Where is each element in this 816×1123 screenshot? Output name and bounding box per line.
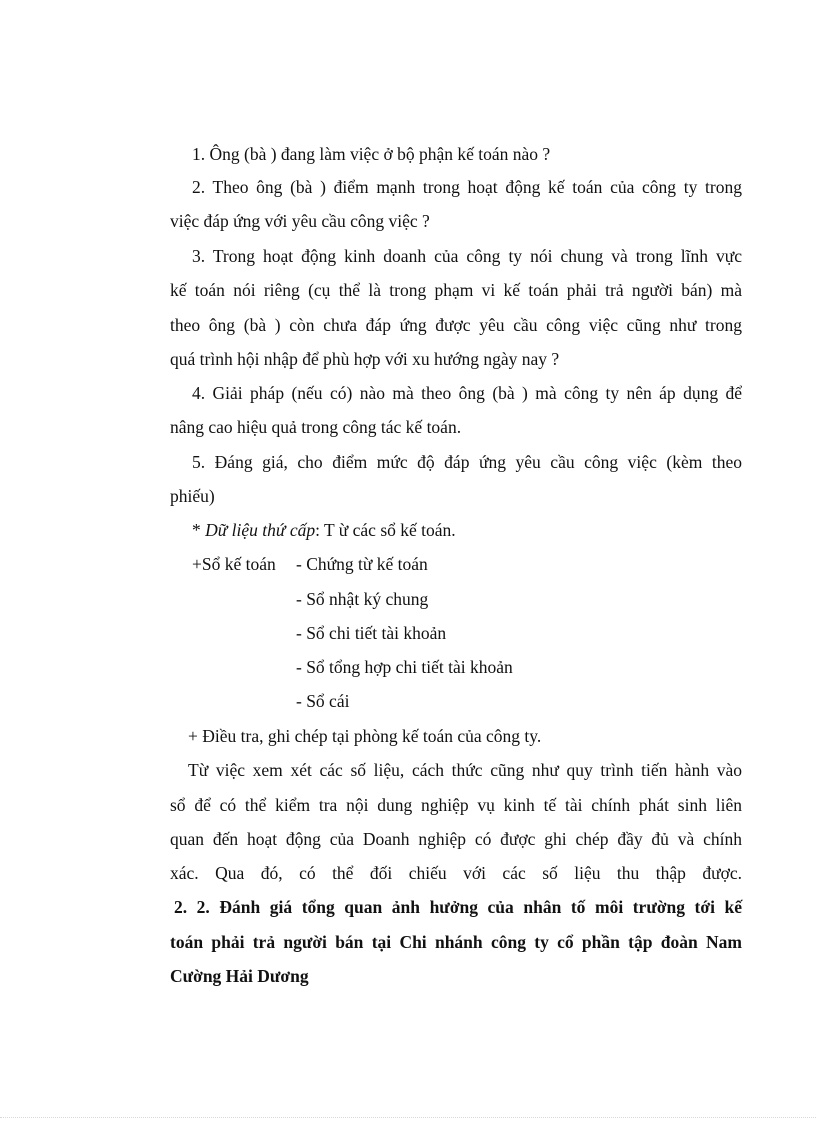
question-3-line-1: 3. Trong hoạt động kinh doanh của công ty nói chung và trong lĩnh vực [192, 246, 742, 266]
section-heading-line-2: toán phải trả người bán tại Chi nhánh công ty cổ phần tập đoàn Nam [170, 932, 742, 952]
question-3-line-4: quá trình hội nhập để phù hợp với xu hướng ngày nay ? [170, 349, 560, 369]
secondary-bullet: * [192, 520, 206, 540]
question-5-line-1: 5. Đáng giá, cho điểm mức độ đáp ứng yêu cầu công việc (kèm theo [192, 452, 742, 472]
question-3-line-3: theo ông (bà ) còn chưa đáp ứng được yêu cầu công việc cũng như trong [170, 315, 742, 335]
accounting-book-item: - Sổ tổng hợp chi tiết tài khoản [296, 657, 513, 677]
question-4-line-2: nâng cao hiệu quả trong công tác kế toán. [170, 417, 462, 437]
question-3-line-2: kế toán nói riêng (cụ thể là trong phạm vi kế toán phải trả người bán) mà [170, 280, 742, 300]
question-4-line-1: 4. Giải pháp (nếu có) nào mà theo ông (bà ) mà công ty nên áp dụng để [192, 383, 742, 403]
paragraph-line-4: xác. Qua đó, có thể đối chiếu với các số liệu thu thập được. [170, 863, 742, 883]
question-2-line-2: việc đáp ứng với yêu cầu công việc ? [170, 211, 430, 231]
secondary-data-text: : T ừ các sổ kế toán. [315, 520, 456, 540]
paragraph-line-3: quan đến hoạt động của Doanh nghiệp có được ghi chép đầy đủ và chính [170, 829, 742, 849]
section-heading-line-3: Cường Hải Dương [170, 966, 309, 986]
section-heading-line-1: 2. 2. Đánh giá tổng quan ảnh hưởng của nhân tố môi trường tới kế [174, 897, 742, 917]
accounting-book-item: - Sổ nhật ký chung [296, 589, 429, 609]
question-1: 1. Ông (bà ) đang làm việc ở bộ phận kế toán nào ? [192, 144, 551, 164]
question-5-line-2: phiếu) [170, 486, 215, 506]
accounting-book-item: - Sổ chi tiết tài khoản [296, 623, 447, 643]
paragraph-line-1: Từ việc xem xét các số liệu, cách thức cũng như quy trình tiến hành vào [188, 760, 742, 780]
secondary-data-line [192, 519, 764, 541]
question-2-line-1: 2. Theo ông (bà ) điểm mạnh trong hoạt động kế toán của công ty trong [192, 177, 742, 197]
accounting-books-label: +Sổ kế toán [192, 554, 276, 574]
survey-line: + Điều tra, ghi chép tại phòng kế toán của công ty. [188, 726, 542, 746]
paragraph-line-2: sổ để có thể kiểm tra nội dung nghiệp vụ kinh tế tài chính phát sinh liên [170, 795, 742, 815]
page-bottom-border [0, 1117, 816, 1118]
secondary-data-label: Dữ liệu thứ cấp [205, 520, 316, 540]
accounting-book-item: - Chứng từ kế toán [296, 554, 428, 574]
accounting-book-item: - Sổ cái [296, 691, 350, 711]
